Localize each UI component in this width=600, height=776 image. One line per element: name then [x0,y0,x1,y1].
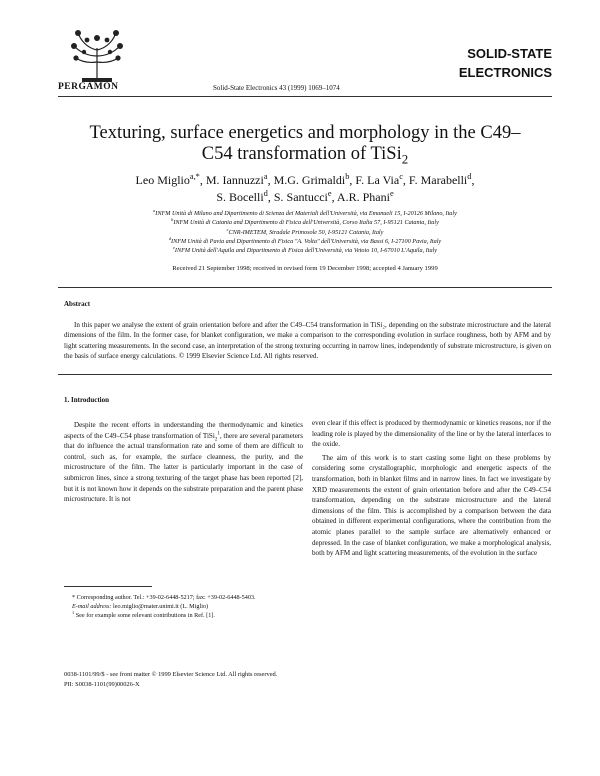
intro-paragraph-2: The aim of this work is to start casting some light on these problems by considering some crystallographic, morphologic and energetic aspects of the transformation, both in blanket films and in narrow lines. In fact we investigate by XRD measurements the extent of grain orientation before and after the C49–C54 transformation, depending on the substrate microstructure and the lateral dimensions of the film. This is accomplished by a comparison between the data obtained in different experimental configurations, where the contribution from the atomic planes parallel to the sample surface are alternatively enhanced or depressed. In the case of blanket configuration, we make a morphological analysis, both by AFM and light scattering measurements, of the evolution in the surface [312,453,551,558]
journal-name-line2: ELECTRONICS [458,65,552,80]
footnote-1-text: See for example some relevant contributions in Ref. [1]. [75,612,215,619]
author-affiliation-marker: c [399,172,403,181]
abstract-heading: Abstract [64,300,91,308]
author-name: M.G. Grimaldi [273,173,346,187]
abstract-divider [58,374,552,375]
affiliation-text: CNR-IMETEM, Stradale Primosole 50, I-95121 Catania, Italy [228,228,384,236]
author-line1 [60,172,550,189]
email-label: E-mail address: [72,603,112,610]
corresponding-author-note: * Corresponding author. Tel.: +39-02-6448-5217; fax: +39-02-6448-5403. [72,594,256,601]
intro-paragraph-1 [64,420,303,505]
author-separator: , [402,173,409,187]
affiliation-marker: e [172,245,175,251]
affiliation [70,218,540,227]
footnote-1 [64,611,303,620]
author-separator: , [331,190,337,204]
journal-name-line1: SOLID-STATE [467,46,552,61]
author-separator: , [267,190,274,204]
title-line2-text: C54 transformation of TiSi [201,144,402,164]
affiliation-marker: a [153,207,156,213]
author-name: Leo Miglio [135,173,190,187]
footnote-marker: 1 [217,431,220,437]
author-affiliation-marker: a [263,172,268,181]
affiliation [70,209,540,218]
author-name: A.R. Phani [336,190,390,204]
author-name: S. Bocelli [216,190,264,204]
affiliation-text: INFM Unità di Pavia and Dipartimento di Fisica "A. Volta" dell'Università, via Bassi 6, I-27100 Pavia, Italy [171,237,442,245]
left-column [64,420,303,505]
affiliation [70,246,540,255]
author-name: F. Marabelli [408,173,468,187]
issn-line: 0038-1101/99/$ - see front matter © 1999 Elsevier Science Ltd. All rights reserved. [64,671,278,678]
author-affiliation-marker: a,* [189,172,200,181]
author-affiliation-marker: e [327,189,332,198]
affiliation-text: INFM Unità di Milano and Dipartimento di Scienza dei Materiali dell'Università, via Emanueli 15, I-20126 Milano, Italy [155,210,457,217]
email-address[interactable]: leo.miglio@mater.unimi.it (L. Miglio) [113,603,209,610]
author-line2 [60,189,550,206]
received-dates: Received 21 September 1998; received in revised form 19 December 1998; accepted 4 January 1999 [172,265,438,272]
paper-title [60,123,550,165]
author-affiliation-marker: e [389,189,394,198]
intro-text-b: , there are several parameters that do influence the actual transformation rate and some of them are difficult to control, such as, for example, the surface cleanness, the purity, and the microstructure of the film. The latter is particularly important in the case of submicron lines, since a strong texturing of the target phase has been reported [2], but it is not known how it depends on the substrate preparation and the parent phase microstructure. It is not [64,431,304,504]
pii-line: PII: S0038-1101(99)00026-X [64,681,140,688]
author-separator: , [199,173,206,187]
footnotes [64,593,303,620]
title-line1: Texturing, surface energetics and morphology in the C49– [89,123,521,143]
author-list [60,172,550,206]
affiliation-list [70,209,540,255]
author-affiliation-marker: d [263,189,268,198]
affiliation-marker: c [226,226,229,232]
author-name: M. Iannuzzi [205,173,264,187]
right-column [312,418,551,559]
intro-paragraph-continued: even clear if this effect is produced by thermodynamic or kinetics reasons, nor if the leading role is played by the dimensionality of the line or by the lateral interfaces to the oxide. [312,419,551,449]
affiliation-marker: b [171,217,174,223]
abstract-text: In this paper we analyse the extent of grain orientation before and after the C49–C54 transformation in TiSi₂, depending on the substrate microstructure and the lateral dimensions of the film. In the former case, for blanket configuration, we make a comparison to the corresponding evolution in surface roughness, both by AFM and by light scattering measurements. In the second case, an interpretation of the strong texturing occurring in narrow lines, independently of substrate microstructure, is given on the basis of surface energy calculations. © 1999 Elsevier Science Ltd. All rights reserved. [64,321,551,361]
email-note [64,602,303,611]
author-name: S. Santucci [273,190,328,204]
affiliation-marker: d [168,235,172,241]
section-heading: 1. Introduction [64,396,109,404]
author-name: F. La Via [355,173,400,187]
header-divider [58,96,552,97]
publisher-logo [62,28,132,84]
affiliation-text: INFM Unità di Catania and Dipartimento di Fisica dell'Università, Corso Italia 57, I-95121 Catania, Italy [173,219,439,227]
journal-citation: Solid-State Electronics 43 (1999) 1069–1074 [213,84,340,92]
affiliation [70,237,540,246]
affiliation-text: INFM Unità dell'Aquila and Dipartimento di Fisica dell'Università, via Vetoio 10, I-67010 L'Aquila, Italy [174,247,438,255]
bottom-metadata [64,670,277,690]
publisher-name: PERGAMON [58,82,119,92]
author-separator: , [471,173,475,187]
title-subscript: 2 [401,151,409,167]
journal-name [422,44,552,82]
author-separator: , [267,173,274,187]
intro-subscript: 2 [214,437,218,442]
intro-text-a: Despite the recent efforts in understanding the thermodynamic and kinetics aspects of the C49–C54 phase transformation of TiSi [64,421,303,440]
affiliation [70,228,540,237]
footnote-divider [64,586,152,587]
author-affiliation-marker: b [345,172,350,181]
title-line2 [60,144,550,165]
author-affiliation-marker: d [467,172,472,181]
title-divider [58,287,552,288]
author-separator: , [349,173,356,187]
footnote-1-marker: 1 [72,609,75,615]
